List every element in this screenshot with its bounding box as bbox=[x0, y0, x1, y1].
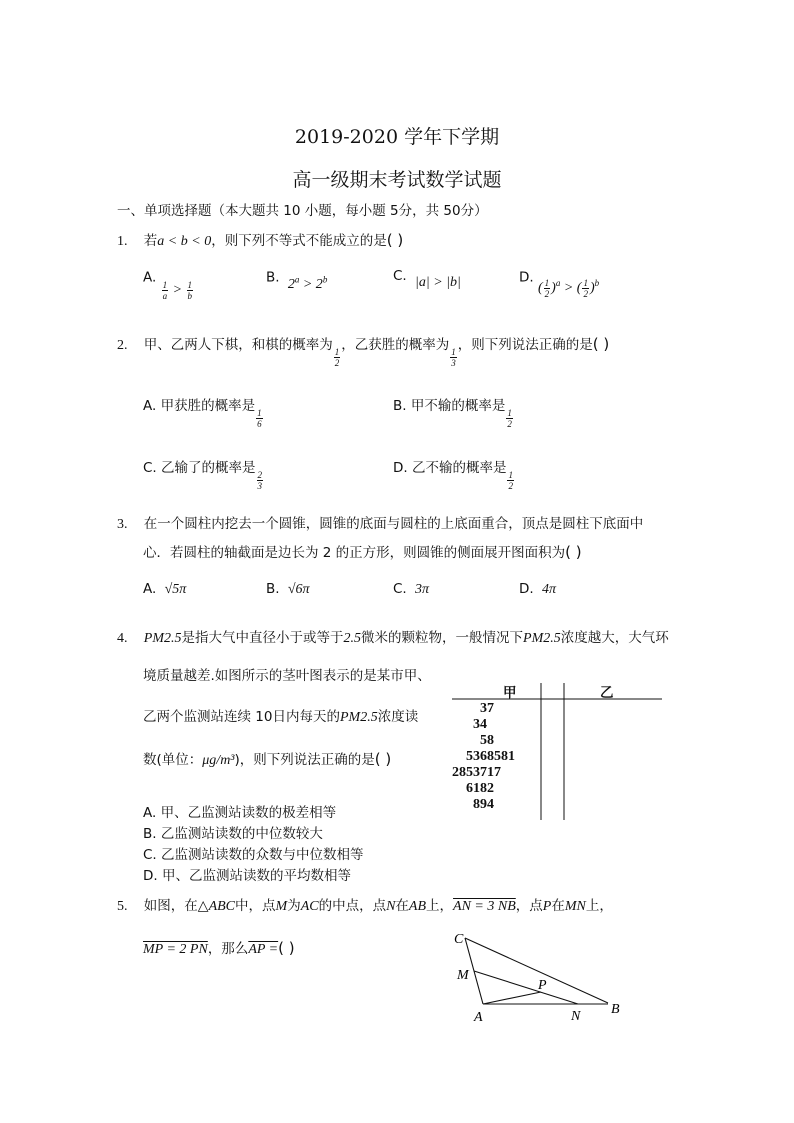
q5-text: 中，点 bbox=[235, 898, 276, 914]
leaf-right: 7 bbox=[487, 701, 494, 716]
q4-text: 数(单位： bbox=[143, 752, 203, 768]
question-3 bbox=[117, 512, 643, 533]
q1-bracket: ( ) bbox=[386, 231, 404, 249]
stem-row bbox=[452, 797, 515, 813]
stem-value: 3 bbox=[480, 701, 487, 716]
question-2 bbox=[117, 333, 610, 369]
leaf-right bbox=[508, 733, 515, 749]
option-text: 乙输了的概率是 bbox=[161, 460, 256, 476]
leaf-right bbox=[494, 781, 501, 797]
label-a: A bbox=[474, 1010, 483, 1025]
leaf-right: 5 bbox=[494, 749, 501, 764]
leaf-left bbox=[459, 797, 466, 813]
stem-value: 4 bbox=[480, 717, 487, 732]
q4-text: )，则下列说法正确的是 bbox=[234, 752, 375, 768]
leaf-right bbox=[487, 717, 494, 733]
q5-segment: MN bbox=[564, 899, 586, 914]
leaf-left: 8 bbox=[459, 765, 466, 780]
q3-option-c[interactable] bbox=[393, 581, 429, 598]
stem-left-header: 甲 bbox=[503, 685, 517, 701]
q3-option-a[interactable] bbox=[143, 581, 186, 598]
leaf-left bbox=[452, 733, 459, 749]
option-label: C. bbox=[143, 847, 157, 863]
leaf-left bbox=[466, 717, 473, 733]
q5-segment: AB bbox=[408, 899, 427, 914]
question-1 bbox=[117, 229, 403, 250]
q2-win-prob: $\frac{1}{3}$ bbox=[451, 347, 456, 369]
leaf-right bbox=[501, 733, 508, 749]
q1-option-a-math: $\frac{1}{a}$ > $\frac{1}{b}$ bbox=[162, 280, 193, 301]
option-label: A. bbox=[143, 398, 157, 414]
leaf-left: 3 bbox=[473, 765, 480, 780]
q2-number: 2. bbox=[117, 338, 128, 353]
leaf-left bbox=[459, 733, 466, 749]
q4-text: 乙两个监测站连续 10日内每天的 bbox=[143, 709, 340, 725]
q5-point: N bbox=[386, 899, 396, 914]
leaf-left bbox=[473, 701, 480, 717]
leaf-left bbox=[466, 733, 473, 749]
option-label: C. bbox=[393, 581, 407, 597]
leaf-right: 7 bbox=[494, 765, 501, 780]
label-c: C bbox=[454, 932, 464, 947]
stem-value: 9 bbox=[480, 797, 487, 812]
leaf-right bbox=[508, 797, 515, 813]
leaf-right: 4 bbox=[487, 797, 494, 812]
option-label: B. bbox=[266, 581, 280, 597]
q2-text-3: ，则下列说法正确的是 bbox=[457, 337, 593, 353]
label-b: B bbox=[611, 1002, 620, 1017]
q2-draw-prob: $\frac{1}{2}$ bbox=[334, 347, 340, 369]
q1-option-b[interactable] bbox=[266, 268, 328, 292]
option-text: 甲不输的概率是 bbox=[410, 398, 506, 414]
q4-text: 微米的颗粒物，一般情况下 bbox=[361, 630, 524, 646]
label-n: N bbox=[571, 1009, 581, 1024]
stem-leaf-table bbox=[452, 701, 515, 813]
option-label: D. bbox=[393, 460, 408, 476]
option-label: D. bbox=[519, 269, 534, 286]
leaf-left bbox=[452, 781, 459, 797]
leaf-right bbox=[501, 781, 508, 797]
leaf-right: 8 bbox=[501, 749, 508, 764]
option-text: 甲、乙监测站读数的平均数相等 bbox=[161, 868, 351, 884]
option-text: 甲、乙监测站读数的极差相等 bbox=[160, 805, 337, 821]
leaf-left bbox=[452, 749, 459, 765]
option-math: 3π bbox=[415, 582, 430, 597]
q4-unit: μg/m³ bbox=[202, 753, 235, 768]
leaf-left bbox=[459, 717, 466, 733]
q4-line-4 bbox=[143, 748, 391, 769]
q4-text: 浓度越大，大气环 bbox=[560, 630, 669, 646]
q2-text-1: 甲、乙两人下棋，和棋的概率为 bbox=[143, 337, 333, 353]
option-text: 甲获胜的概率是 bbox=[160, 398, 256, 414]
segment-mn bbox=[474, 971, 578, 1004]
option-label: A. bbox=[143, 269, 157, 286]
stem-row bbox=[452, 717, 515, 733]
q5-text: 如图，在 bbox=[143, 898, 198, 914]
leaf-left bbox=[452, 717, 459, 733]
leaf-left bbox=[459, 701, 466, 717]
q5-vector-ap: AP = bbox=[248, 942, 279, 957]
leaf-right bbox=[501, 765, 508, 781]
leaf-left bbox=[459, 781, 466, 797]
q5-text: 上， bbox=[426, 898, 454, 914]
q1-option-c-math: |a| > |b| bbox=[415, 275, 461, 290]
option-text: 乙监测站读数的众数与中位数相等 bbox=[161, 847, 364, 863]
leaf-right bbox=[508, 765, 515, 781]
stem-row bbox=[452, 733, 515, 749]
q5-point: P bbox=[542, 899, 552, 914]
leaf-right: 8 bbox=[487, 733, 494, 748]
leaf-left: 5 bbox=[466, 749, 473, 764]
q1-text-post: ，则下列不等式不能成立的是 bbox=[211, 233, 387, 249]
option-label: D. bbox=[143, 868, 158, 884]
leaf-left: 3 bbox=[473, 717, 480, 732]
q5-segment: AC bbox=[300, 899, 319, 914]
q4-line-2: 境质量越差.如图所示的茎叶图表示的是某市甲、 bbox=[143, 668, 431, 684]
leaf-left bbox=[452, 701, 459, 717]
option-label: C. bbox=[393, 268, 407, 284]
q2-option-d[interactable] bbox=[393, 456, 515, 492]
question-5 bbox=[117, 894, 613, 915]
option-label: B. bbox=[143, 826, 157, 842]
q3-line-1: 在一个圆柱内挖去一个圆锥，圆锥的底面与圆柱的上底面重合，顶点是圆柱下底面中 bbox=[143, 516, 644, 532]
stem-value: 6 bbox=[480, 749, 487, 764]
leaf-right bbox=[501, 717, 508, 733]
q5-vector-eq: MP = 2 PN bbox=[143, 942, 208, 957]
leaf-right bbox=[494, 733, 501, 749]
q4-option-a[interactable] bbox=[143, 801, 336, 821]
option-label: C. bbox=[143, 460, 157, 476]
triangle-figure bbox=[448, 925, 638, 1025]
option-fraction: $\frac{1}{6}$ bbox=[257, 408, 262, 430]
option-text: 乙不输的概率是 bbox=[411, 460, 507, 476]
leaf-left: 2 bbox=[452, 765, 459, 780]
q4-bracket: ( ) bbox=[374, 750, 392, 768]
stem-value: 7 bbox=[480, 765, 487, 780]
leaf-left: 3 bbox=[473, 749, 480, 764]
q1-text-pre: 若 bbox=[143, 233, 158, 249]
q5-vector-eq: AN = 3 NB bbox=[453, 899, 516, 914]
q1-option-b-math: $2^a > 2^b$ bbox=[287, 274, 328, 292]
q5-triangle: △ABC bbox=[197, 899, 236, 914]
option-label: B. bbox=[393, 398, 407, 414]
q1-option-c[interactable] bbox=[393, 268, 461, 290]
q4-pm25: PM2.5 bbox=[339, 710, 378, 725]
q3-bracket: ( ) bbox=[565, 543, 582, 561]
q2-option-c[interactable] bbox=[143, 456, 264, 492]
q3-line-2: 心．若圆柱的轴截面是边长为 2 的正方形，则圆锥的侧面展开图面积为 bbox=[143, 545, 566, 561]
year-title: 2019-2020 学年下学期 bbox=[294, 126, 500, 148]
leaf-left bbox=[466, 797, 473, 813]
label-p: P bbox=[538, 978, 547, 993]
leaf-right bbox=[494, 717, 501, 733]
exam-title: 高一级期末考试数学试题 bbox=[292, 169, 502, 191]
option-fraction: $\frac{2}{3}$ bbox=[257, 470, 263, 492]
stem-row bbox=[452, 749, 515, 765]
option-math: √6π bbox=[287, 582, 310, 597]
q5-bracket: ( ) bbox=[278, 939, 295, 957]
option-label: B. bbox=[266, 269, 280, 286]
leaf-left: 8 bbox=[473, 797, 480, 812]
q4-text: 是指大气中直径小于或等于 bbox=[181, 630, 344, 646]
leaf-right bbox=[501, 701, 508, 717]
leaf-left bbox=[473, 733, 480, 749]
q3-number: 3. bbox=[117, 517, 128, 532]
stem-row bbox=[452, 781, 515, 797]
option-math: 4π bbox=[541, 582, 556, 597]
option-label: A. bbox=[143, 805, 157, 821]
stem-row bbox=[452, 765, 515, 781]
section-heading: 一、单项选择题（本大题共 10 小题，每小题 5分，共 50分） bbox=[117, 203, 488, 219]
leaf-right bbox=[494, 797, 501, 813]
leaf-right: 1 bbox=[508, 749, 515, 764]
leaf-left bbox=[466, 701, 473, 717]
q1-option-d-math: ( $\frac{1}{2}$ )$^a$ > ( $\frac{1}{2}$ )$^b$ bbox=[537, 278, 600, 299]
q3-line-2-wrap bbox=[143, 541, 582, 561]
stem-value: 5 bbox=[480, 733, 487, 748]
q4-pm25: PM2.5 bbox=[143, 631, 182, 646]
leaf-left bbox=[452, 797, 459, 813]
q4-option-b[interactable] bbox=[143, 822, 323, 842]
stem-row bbox=[452, 701, 515, 717]
q5-text: 上， bbox=[585, 898, 613, 914]
leaf-left: 1 bbox=[473, 781, 480, 796]
stem-value: 8 bbox=[480, 781, 487, 796]
option-math: √5π bbox=[164, 582, 187, 597]
q1-condition: a < b < 0 bbox=[157, 234, 212, 249]
q2-option-b[interactable] bbox=[393, 394, 514, 430]
leaf-right: 1 bbox=[487, 765, 494, 780]
q4-number: 4. bbox=[117, 631, 128, 646]
leaf-right bbox=[508, 701, 515, 717]
q2-bracket: ( ) bbox=[592, 335, 610, 353]
option-text: 乙监测站读数的中位数较大 bbox=[160, 826, 323, 842]
q1-option-d[interactable] bbox=[519, 268, 600, 299]
leaf-right bbox=[494, 701, 501, 717]
leaf-left: 6 bbox=[466, 781, 473, 796]
leaf-left: 5 bbox=[466, 765, 473, 780]
q4-pm25: PM2.5 bbox=[523, 631, 561, 646]
stem-right-header: 乙 bbox=[600, 685, 614, 701]
q5-text: 在 bbox=[395, 898, 409, 914]
q2-option-a[interactable] bbox=[143, 394, 264, 430]
question-4 bbox=[117, 626, 669, 647]
option-label: A. bbox=[143, 581, 157, 597]
q4-option-d[interactable] bbox=[143, 864, 351, 884]
option-fraction: $\frac{1}{2}$ bbox=[507, 408, 512, 430]
q5-text: 为 bbox=[287, 898, 301, 914]
q1-option-a[interactable] bbox=[143, 268, 194, 301]
q1-number: 1. bbox=[117, 234, 128, 249]
label-m: M bbox=[457, 968, 469, 983]
q3-option-d[interactable] bbox=[519, 581, 556, 598]
q4-text: 浓度读 bbox=[377, 709, 419, 725]
segment-ap bbox=[483, 992, 541, 1004]
q4-diameter: 2.5 bbox=[343, 631, 362, 646]
leaf-right bbox=[508, 717, 515, 733]
q5-line-2 bbox=[143, 937, 295, 958]
leaf-right bbox=[508, 781, 515, 797]
leaf-right: 2 bbox=[487, 781, 494, 796]
q5-text: ，点 bbox=[515, 898, 543, 914]
option-label: D. bbox=[519, 581, 534, 597]
q5-text: ，那么 bbox=[207, 941, 249, 957]
q5-point: M bbox=[275, 899, 288, 914]
q4-line-3 bbox=[143, 705, 418, 726]
q4-option-c[interactable] bbox=[143, 843, 364, 863]
q2-text-2: ，乙获胜的概率为 bbox=[341, 337, 450, 353]
leaf-right bbox=[501, 797, 508, 813]
leaf-right: 8 bbox=[487, 749, 494, 764]
option-fraction: $\frac{1}{2}$ bbox=[508, 470, 513, 492]
q3-option-b[interactable] bbox=[266, 581, 310, 598]
q5-text: 的中点，点 bbox=[318, 898, 387, 914]
leaf-left bbox=[459, 749, 466, 765]
q5-number: 5. bbox=[117, 899, 128, 914]
q5-text: 在 bbox=[551, 898, 565, 914]
